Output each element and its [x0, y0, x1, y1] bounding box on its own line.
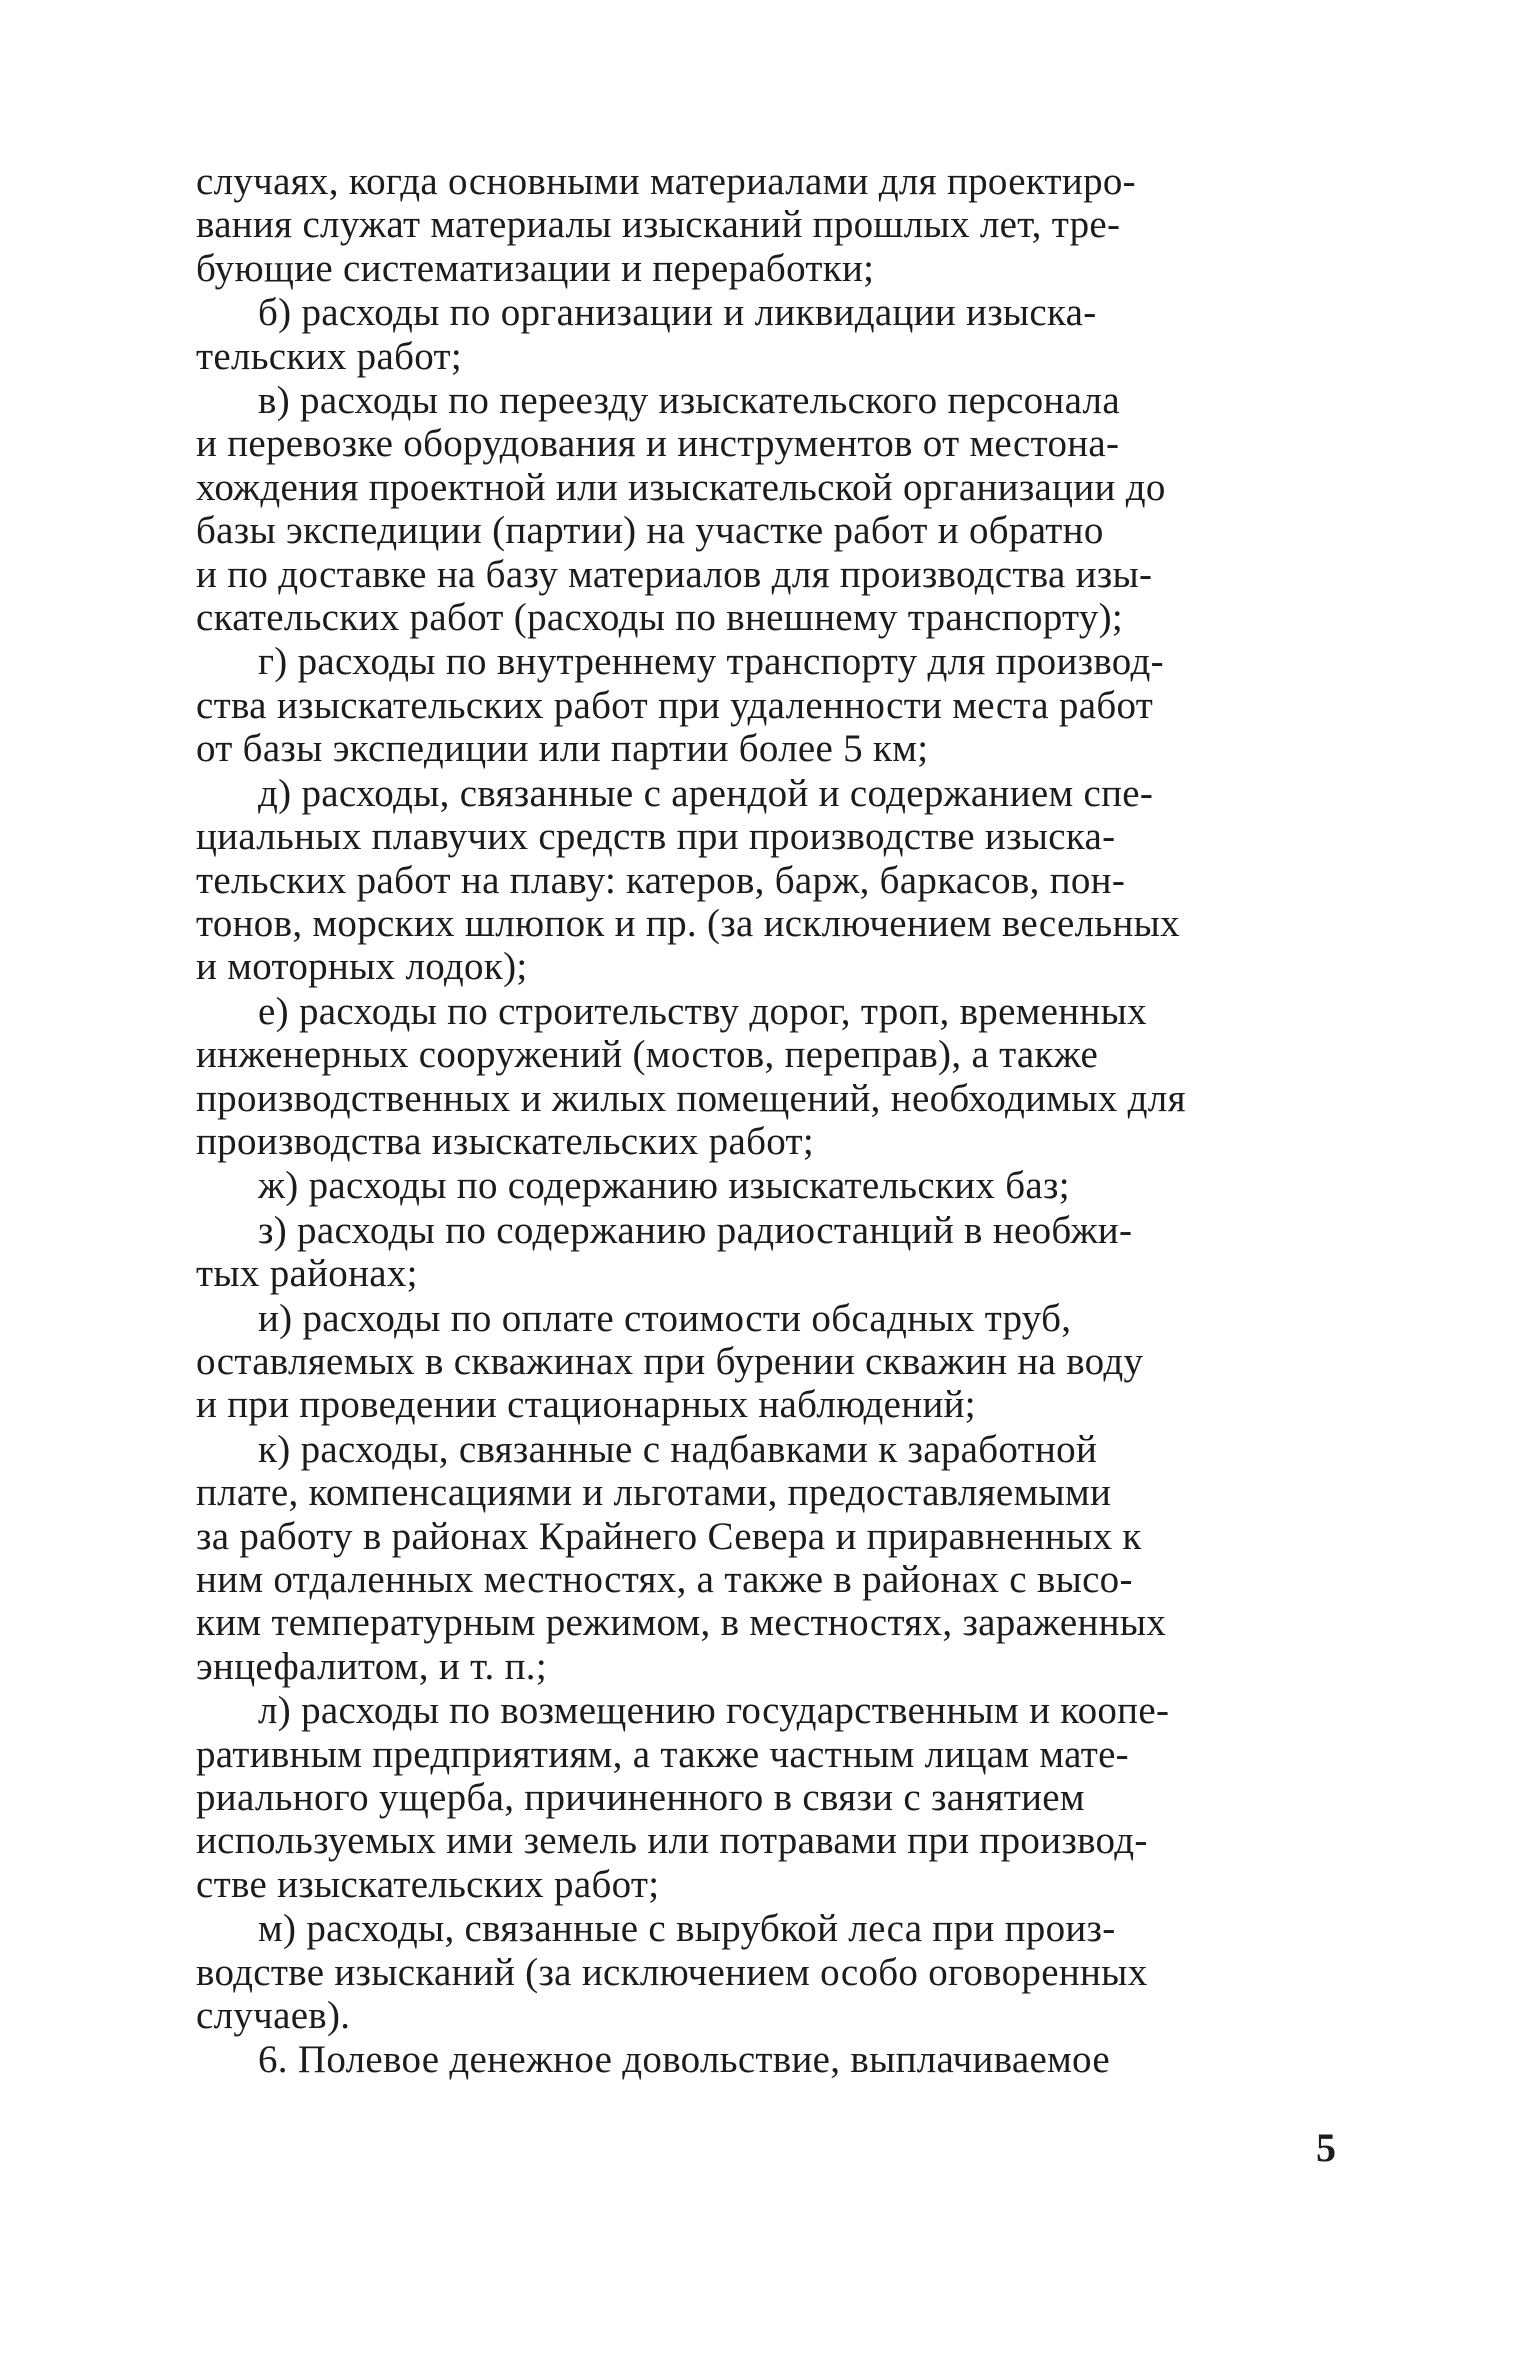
text-line: ним отдаленных местностях, а также в районах с высо-: [196, 1558, 1133, 1601]
text-line: скательских работ (расходы по внешнему транспорту);: [196, 596, 1124, 640]
list-item-z-start: з) расходы по содержанию радиостанций в необжи-: [258, 1208, 1133, 1252]
text-line: и перевозке оборудования и инструментов от местона-: [196, 422, 1120, 466]
list-item-l-start: л) расходы по возмещению государственным и коопе-: [258, 1689, 1170, 1733]
text-line: случаях, когда основными материалами для проектиро-: [196, 160, 1136, 203]
text-line: ства изыскательских работ при удаленности места работ: [196, 683, 1154, 727]
text-line: стве изыскательских работ;: [196, 1862, 660, 1906]
text-line: производства изыскательских работ;: [196, 1119, 814, 1163]
text-line: от базы экспедиции или партии более 5 км;: [196, 727, 929, 771]
section-6-start: 6. Полевое денежное довольствие, выплачиваемое: [258, 2038, 1110, 2082]
text-line: водстве изысканий (за исключением особо оговоренных: [196, 1950, 1148, 1994]
text-line: инженерных сооружений (мостов, переправ), а также: [196, 1033, 1099, 1077]
list-item-b-start: б) расходы по организации и ликвидации изыска-: [258, 291, 1097, 335]
text-line: тых районах;: [196, 1252, 418, 1296]
text-line: базы экспедиции (партии) на участке работ и обратно: [196, 509, 1104, 553]
text-line: тонов, морских шлюпок и пр. (за исключением весельных: [196, 901, 1180, 945]
list-item-k-start: к) расходы, связанные с надбавками к заработной: [258, 1427, 1098, 1471]
text-line: ративным предприятиям, а также частным лицам мате-: [196, 1732, 1129, 1776]
text-line: за работу в районах Крайнего Севера и приравненных к: [196, 1514, 1142, 1558]
text-line: тельских работ;: [196, 334, 462, 378]
text-line: и моторных лодок);: [196, 945, 528, 989]
text-line: плате, компенсациями и льготами, предоставляемыми: [196, 1471, 1112, 1515]
list-item-g-start: г) расходы по внутреннему транспорту для производ-: [258, 640, 1164, 684]
text-line: вания служат материалы изысканий прошлых лет, тре-: [196, 203, 1121, 247]
list-item-i-start: и) расходы по оплате стоимости обсадных труб,: [258, 1296, 1072, 1340]
list-item-v-start: в) расходы по переезду изыскательского персонала: [258, 379, 1120, 423]
page-number: 5: [1316, 2125, 1336, 2170]
body-text: [196, 160, 1344, 2082]
text-line: энцефалитом, и т. п.;: [196, 1644, 547, 1688]
text-line: циальных плавучих средств при производстве изыска-: [196, 815, 1116, 859]
text-line: риального ущерба, причиненного в связи с занятием: [196, 1776, 1085, 1820]
list-item-d-start: д) расходы, связанные с арендой и содержанием спе-: [258, 771, 1154, 815]
text-line: и по доставке на базу материалов для производства изы-: [196, 552, 1153, 596]
text-line: и при проведении стационарных наблюдений;: [196, 1383, 976, 1427]
list-item-zh-start: ж) расходы по содержанию изыскательских баз;: [258, 1164, 1070, 1208]
text-line: ким температурным режимом, в местностях, зараженных: [196, 1601, 1167, 1645]
list-item-m-start: м) расходы, связанные с вырубкой леса при произ-: [258, 1907, 1116, 1951]
text-line: тельских работ на плаву: катеров, барж, баркасов, пон-: [196, 858, 1126, 902]
text-line: хождения проектной или изыскательской организации до: [196, 465, 1166, 509]
text-line: используемых ими земель или потравами при производ-: [196, 1819, 1148, 1863]
text-line: бующие систематизации и переработки;: [196, 246, 875, 290]
list-item-e-start: е) расходы по строительству дорог, троп, временных: [258, 989, 1147, 1033]
text-line: случаев).: [196, 1994, 351, 2038]
text-line: производственных и жилых помещений, необходимых для: [196, 1076, 1186, 1120]
text-line: оставляемых в скважинах при бурении скважин на воду: [196, 1339, 1144, 1383]
